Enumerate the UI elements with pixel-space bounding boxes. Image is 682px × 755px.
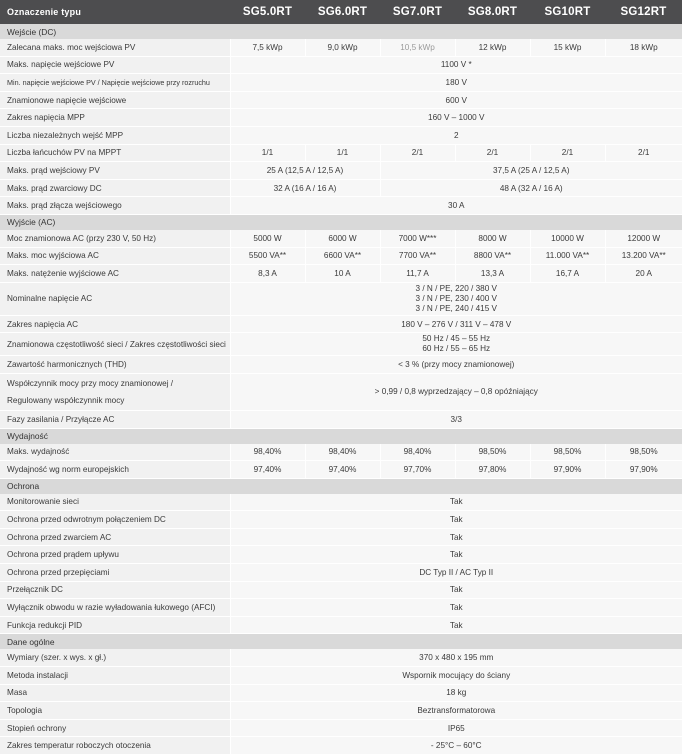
table-row	[0, 179, 682, 197]
cell-value: 37,5 A (25 A / 12,5 A)	[380, 162, 682, 180]
section-dc	[0, 24, 682, 39]
row-label: Metoda instalacji	[0, 667, 230, 685]
section-general	[0, 634, 682, 650]
cell-value: Tak	[230, 581, 682, 599]
cell-value: 2/1	[605, 144, 682, 162]
cell-value: Tak	[230, 616, 682, 634]
section-title: Wejście (DC)	[0, 24, 682, 39]
model-sg7: SG7.0RT	[380, 0, 455, 24]
table-row	[0, 667, 682, 685]
row-label: Maks. prąd złącza wejściowego	[0, 197, 230, 215]
cell-value: 97,90%	[605, 461, 682, 479]
cell-value: 10 A	[305, 265, 380, 283]
cell-value: 98,40%	[380, 444, 455, 461]
cell-value: - 25°C – 60°C	[230, 737, 682, 755]
table-row	[0, 649, 682, 666]
cell-value: 1/1	[230, 144, 305, 162]
table-row	[0, 56, 682, 74]
row-label: Fazy zasilania / Przyłącze AC	[0, 410, 230, 428]
row-label: Wyłącznik obwodu w razie wyładowania łukowego (AFCI)	[0, 599, 230, 617]
table-row	[0, 702, 682, 720]
cell-value: 97,40%	[230, 461, 305, 479]
table-row	[0, 546, 682, 564]
cell-value: 98,50%	[605, 444, 682, 461]
table-row	[0, 126, 682, 144]
row-label: Znamionowa częstotliwość sieci / Zakres częstotliwości sieci	[0, 333, 230, 356]
row-label: Monitorowanie sieci	[0, 494, 230, 511]
cell-value: 98,50%	[455, 444, 530, 461]
cell-value: 11.000 VA**	[530, 247, 605, 265]
section-ac	[0, 214, 682, 230]
table-row	[0, 444, 682, 461]
table-row	[0, 39, 682, 56]
table-row	[0, 684, 682, 702]
cell-value: IP65	[230, 719, 682, 737]
row-label: Maks. prąd wejściowy PV	[0, 162, 230, 180]
section-efficiency	[0, 428, 682, 444]
row-label: Moc znamionowa AC (przy 230 V, 50 Hz)	[0, 230, 230, 247]
table-row	[0, 719, 682, 737]
table-row	[0, 528, 682, 546]
cell-value: 98,40%	[230, 444, 305, 461]
cell-value: 180 V	[230, 74, 682, 92]
table-row	[0, 511, 682, 529]
row-label: Topologia	[0, 702, 230, 720]
cell-value: 3/3	[230, 410, 682, 428]
cell-value: Tak	[230, 494, 682, 511]
model-sg12: SG12RT	[605, 0, 682, 24]
table-row	[0, 616, 682, 634]
row-label: Ochrona przed zwarciem AC	[0, 528, 230, 546]
cell-value: 12000 W	[605, 230, 682, 247]
cell-value	[230, 333, 682, 356]
table-row	[0, 265, 682, 283]
table-row	[0, 282, 682, 315]
row-label: Wymiary (szer. x wys. x gł.)	[0, 649, 230, 666]
row-label: Maks. napięcie wejściowe PV	[0, 56, 230, 74]
row-label: Nominalne napięcie AC	[0, 282, 230, 315]
cell-value: 9,0 kWp	[305, 39, 380, 56]
cell-value: 8000 W	[455, 230, 530, 247]
cell-value: 12 kWp	[455, 39, 530, 56]
table-row	[0, 109, 682, 127]
table-row	[0, 373, 682, 410]
cell-value: Tak	[230, 546, 682, 564]
cell-value: 6600 VA**	[305, 247, 380, 265]
cell-value: 18 kWp	[605, 39, 682, 56]
cell-value: 98,40%	[305, 444, 380, 461]
row-label: Liczba niezależnych wejść MPP	[0, 126, 230, 144]
table-row	[0, 91, 682, 109]
cell-value: 13.200 VA**	[605, 247, 682, 265]
value-line: 50 Hz / 45 – 55 Hz	[422, 334, 491, 344]
cell-value: 2/1	[380, 144, 455, 162]
table-row	[0, 74, 682, 92]
cell-value: DC Typ II / AC Typ II	[230, 564, 682, 582]
cell-value: 6000 W	[305, 230, 380, 247]
table-row	[0, 333, 682, 356]
cell-value: 10000 W	[530, 230, 605, 247]
row-label: Zakres napięcia AC	[0, 315, 230, 333]
table-row	[0, 564, 682, 582]
cell-value: 10,5 kWp	[380, 39, 455, 56]
header-row	[0, 0, 682, 24]
cell-value: 98,50%	[530, 444, 605, 461]
table-row	[0, 581, 682, 599]
table-row	[0, 197, 682, 215]
cell-value: 1100 V *	[230, 56, 682, 74]
table-row	[0, 494, 682, 511]
row-label: Wydajność wg norm europejskich	[0, 461, 230, 479]
cell-value: Tak	[230, 528, 682, 546]
cell-value: 7,5 kWp	[230, 39, 305, 56]
label-line: Regulowany współczynnik mocy	[7, 395, 125, 405]
table-row	[0, 461, 682, 479]
row-label: Maks. moc wyjściowa AC	[0, 247, 230, 265]
section-title: Wyjście (AC)	[0, 214, 682, 230]
row-label: Zakres temperatur roboczych otoczenia	[0, 737, 230, 755]
cell-value: 180 V – 276 V / 311 V – 478 V	[230, 315, 682, 333]
cell-value: Tak	[230, 599, 682, 617]
cell-value: 97,80%	[455, 461, 530, 479]
cell-value: 13,3 A	[455, 265, 530, 283]
cell-value	[230, 282, 682, 315]
cell-value: 370 x 480 x 195 mm	[230, 649, 682, 666]
cell-value: 25 A (12,5 A / 12,5 A)	[230, 162, 380, 180]
model-sg5: SG5.0RT	[230, 0, 305, 24]
row-label: Ochrona przed odwrotnym połączeniem DC	[0, 511, 230, 529]
section-title: Ochrona	[0, 478, 682, 494]
label-line: Współczynnik mocy przy mocy znamionowej /	[7, 378, 174, 388]
row-label: Maks. wydajność	[0, 444, 230, 461]
cell-value: 2/1	[455, 144, 530, 162]
row-label: Funkcja redukcji PID	[0, 616, 230, 634]
row-label: Przełącznik DC	[0, 581, 230, 599]
value-line: 3 / N / PE, 220 / 380 V	[415, 283, 497, 293]
table-row	[0, 410, 682, 428]
cell-value: 5000 W	[230, 230, 305, 247]
cell-value: 32 A (16 A / 16 A)	[230, 179, 380, 197]
row-label: Stopień ochrony	[0, 719, 230, 737]
table-row	[0, 162, 682, 180]
cell-value: > 0,99 / 0,8 wyprzedzający – 0,8 opóźniający	[230, 373, 682, 410]
value-line: 60 Hz / 55 – 65 Hz	[422, 344, 491, 354]
table-row	[0, 599, 682, 617]
cell-value: 2/1	[530, 144, 605, 162]
row-label: Liczba łańcuchów PV na MPPT	[0, 144, 230, 162]
cell-value: Tak	[230, 511, 682, 529]
cell-value: Beztransformatorowa	[230, 702, 682, 720]
model-sg10: SG10RT	[530, 0, 605, 24]
section-title: Wydajność	[0, 428, 682, 444]
model-sg6: SG6.0RT	[305, 0, 380, 24]
cell-value: Wspornik mocujący do ściany	[230, 667, 682, 685]
cell-value: 8800 VA**	[455, 247, 530, 265]
cell-value: 8,3 A	[230, 265, 305, 283]
table-row	[0, 144, 682, 162]
cell-value: 160 V – 1000 V	[230, 109, 682, 127]
row-label: Min. napięcie wejściowe PV / Napięcie wejściowe przy rozruchu	[0, 74, 230, 92]
table-row	[0, 356, 682, 374]
table-row	[0, 737, 682, 755]
model-sg8: SG8.0RT	[455, 0, 530, 24]
cell-value: 1/1	[305, 144, 380, 162]
cell-value: 7700 VA**	[380, 247, 455, 265]
row-label: Zakres napięcia MPP	[0, 109, 230, 127]
cell-value: 97,90%	[530, 461, 605, 479]
cell-value: 7000 W***	[380, 230, 455, 247]
cell-value: 97,40%	[305, 461, 380, 479]
table-row	[0, 247, 682, 265]
table-row	[0, 315, 682, 333]
cell-value: 15 kWp	[530, 39, 605, 56]
cell-value: 2	[230, 126, 682, 144]
section-protection	[0, 478, 682, 494]
cell-value: 16,7 A	[530, 265, 605, 283]
row-label: Maks. prąd zwarciowy DC	[0, 179, 230, 197]
cell-value: 600 V	[230, 91, 682, 109]
cell-value: 48 A (32 A / 16 A)	[380, 179, 682, 197]
cell-value: 18 kg	[230, 684, 682, 702]
row-label: Masa	[0, 684, 230, 702]
row-label: Znamionowe napięcie wejściowe	[0, 91, 230, 109]
cell-value: 97,70%	[380, 461, 455, 479]
cell-value: < 3 % (przy mocy znamionowej)	[230, 356, 682, 374]
row-label: Ochrona przed prądem upływu	[0, 546, 230, 564]
row-label: Zawartość harmonicznych (THD)	[0, 356, 230, 374]
value-line: 3 / N / PE, 240 / 415 V	[415, 303, 497, 313]
row-label	[0, 373, 230, 410]
value-line: 3 / N / PE, 230 / 400 V	[415, 293, 497, 303]
cell-value: 11,7 A	[380, 265, 455, 283]
type-label: Oznaczenie typu	[0, 0, 230, 24]
row-label: Ochrona przed przepięciami	[0, 564, 230, 582]
cell-value: 30 A	[230, 197, 682, 215]
section-title: Dane ogólne	[0, 634, 682, 650]
row-label: Maks. natężenie wyjściowe AC	[0, 265, 230, 283]
table-row	[0, 230, 682, 247]
row-label: Zalecana maks. moc wejściowa PV	[0, 39, 230, 56]
cell-value: 20 A	[605, 265, 682, 283]
cell-value: 5500 VA**	[230, 247, 305, 265]
